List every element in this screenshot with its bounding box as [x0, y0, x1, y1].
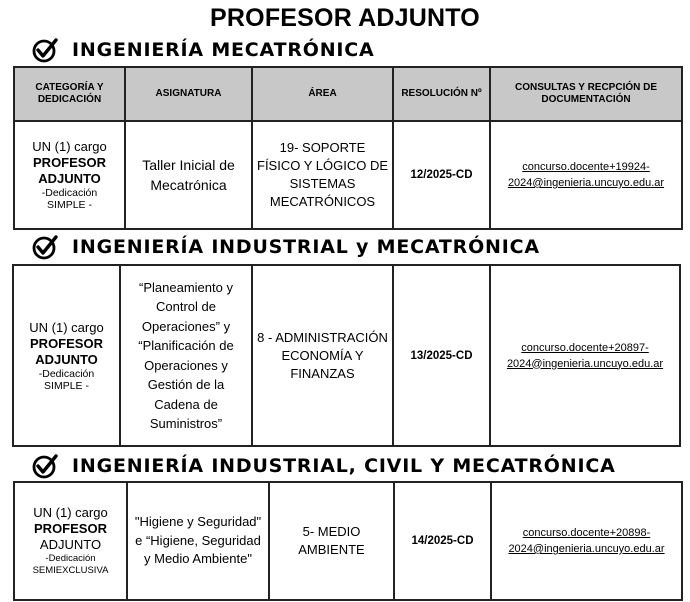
- header-asignatura: ASIGNATURA: [125, 67, 252, 121]
- table-row: [14, 121, 682, 229]
- dedication-text: SIMPLE -: [44, 379, 89, 392]
- section-title: INGENIERÍA MECATRÓNICA: [72, 39, 375, 61]
- dedication-text: -Dedicación: [41, 187, 98, 199]
- section-title: INGENIERÍA INDUSTRIAL, CIVIL Y MECATRÓNICA: [72, 455, 616, 477]
- header-area: ÁREA: [252, 67, 393, 121]
- contest-table: [12, 264, 681, 447]
- categoria-cell: [14, 482, 127, 600]
- section-heading: [32, 453, 616, 479]
- asignatura-cell: "Higiene y Seguridad" e “Higiene, Seguridad y Medio Ambiente": [127, 482, 269, 600]
- section-heading: [32, 37, 375, 63]
- category-text: ADJUNTO: [35, 351, 98, 367]
- contest-table: [13, 66, 683, 230]
- resolucion-cell: 12/2025-CD: [393, 121, 490, 229]
- dedication-text: -Dedicación: [38, 367, 95, 380]
- email-text: 2024@ingenieria.uncuyo.edu.ar: [506, 357, 664, 370]
- category-text: PROFESOR: [33, 155, 106, 170]
- category-text: ADJUNTO: [39, 537, 102, 552]
- category-text: PROFESOR: [34, 521, 107, 536]
- asignatura-cell: Taller Inicial de Mecatrónica: [125, 121, 252, 229]
- email-text: 2024@ingenieria.uncuyo.edu.ar: [508, 543, 665, 555]
- cargo-text: UN (1) cargo: [29, 319, 104, 335]
- table-row: [14, 482, 682, 600]
- page-title: PROFESOR ADJUNTO: [210, 4, 480, 32]
- asignatura-cell: “Planeamiento y Control de Operaciones” y “Planificación de Operaciones y Gestión de la Cadena de Suministros”: [120, 265, 252, 446]
- dedication-text: SIMPLE -: [47, 199, 92, 211]
- header-resolucion: RESOLUCIÓN Nº: [393, 67, 490, 121]
- area-cell: 19- SOPORTE FÍSICO Y LÓGICO DE SISTEMAS MECATRÓNICOS: [252, 121, 393, 229]
- contest-table: [13, 481, 683, 601]
- resolucion-cell: 14/2025-CD: [394, 482, 491, 600]
- cargo-text: UN (1) cargo: [32, 139, 107, 154]
- section-title: INGENIERÍA INDUSTRIAL y MECATRÓNICA: [72, 236, 540, 258]
- check-circle-icon: [32, 453, 58, 479]
- cargo-text: UN (1) cargo: [33, 505, 108, 520]
- email-link[interactable]: [490, 121, 682, 229]
- categoria-cell: [13, 265, 120, 446]
- categoria-cell: [14, 121, 125, 229]
- email-link[interactable]: [491, 482, 682, 600]
- email-text: 2024@ingenieria.uncuyo.edu.ar: [507, 177, 665, 189]
- check-circle-icon: [32, 234, 58, 260]
- table-row: [13, 265, 680, 446]
- email-text: concurso.docente+20898-: [522, 527, 651, 539]
- dedication-text: -Dedicación: [45, 553, 96, 564]
- email-link[interactable]: [490, 265, 680, 446]
- section-heading: [32, 234, 540, 260]
- header-consultas: CONSULTAS Y RECPCIÓN DE DOCUMENTACIÓN: [490, 67, 682, 121]
- category-text: PROFESOR: [30, 335, 103, 351]
- dedication-text: SEMIEXCLUSIVA: [32, 565, 109, 576]
- email-text: concurso.docente+20897-: [521, 341, 649, 354]
- category-text: ADJUNTO: [38, 171, 101, 186]
- area-cell: 5- MEDIO AMBIENTE: [269, 482, 394, 600]
- email-text: concurso.docente+19924-: [522, 161, 650, 173]
- header-categoria: CATEGORÍA Y DEDICACIÓN: [14, 67, 125, 121]
- area-cell: 8 - ADMINISTRACIÓN ECONOMÍA Y FINANZAS: [252, 265, 393, 446]
- resolucion-cell: 13/2025-CD: [393, 265, 490, 446]
- table-header-row: [14, 67, 682, 121]
- check-circle-icon: [32, 37, 58, 63]
